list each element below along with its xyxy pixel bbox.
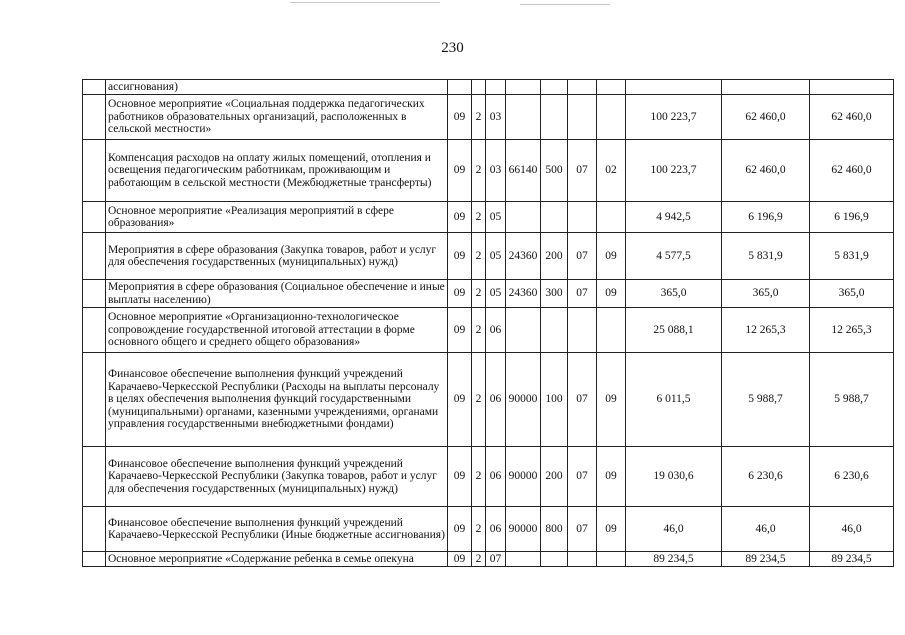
cell-y3: 12 265,3 — [810, 308, 894, 353]
table-row — [83, 140, 894, 202]
cell-vr — [541, 308, 568, 353]
row-index-cell — [83, 552, 106, 567]
cell-gp: 09 — [448, 140, 472, 202]
cell-gp: 09 — [448, 233, 472, 280]
cell-pr: 09 — [597, 447, 626, 507]
cell-vr — [541, 552, 568, 567]
cell-pp — [472, 80, 486, 95]
scan-artifact-line — [290, 2, 440, 3]
cell-y1: 4 942,5 — [626, 202, 722, 233]
budget-table — [82, 79, 894, 567]
cell-gp: 09 — [448, 280, 472, 308]
row-index-cell — [83, 308, 106, 353]
row-name-cell: Мероприятия в сфере образования (Закупка товаров, работ и услуг для обеспечения государственных (муниципальных) нужд) — [106, 233, 448, 280]
row-name-cell: Основное мероприятие «Содержание ребенка в семье опекуна — [106, 552, 448, 567]
cell-gp: 09 — [448, 552, 472, 567]
cell-om: 05 — [486, 280, 506, 308]
cell-dir — [506, 308, 541, 353]
cell-vr — [541, 80, 568, 95]
cell-om: 03 — [486, 140, 506, 202]
row-index-cell — [83, 95, 106, 140]
cell-rz: 07 — [568, 447, 597, 507]
cell-gp: 09 — [448, 202, 472, 233]
cell-rz: 07 — [568, 233, 597, 280]
cell-pp: 2 — [472, 202, 486, 233]
page-number: 230 — [441, 40, 464, 56]
cell-y3: 62 460,0 — [810, 140, 894, 202]
cell-dir — [506, 202, 541, 233]
cell-pp: 2 — [472, 552, 486, 567]
cell-om: 05 — [486, 202, 506, 233]
row-name-cell: Основное мероприятие «Реализация мероприятий в сфере образования» — [106, 202, 448, 233]
cell-rz: 07 — [568, 353, 597, 447]
row-name-cell: Мероприятия в сфере образования (Социальное обеспечение и иные выплаты населению) — [106, 280, 448, 308]
scan-artifact-line — [520, 4, 610, 5]
cell-om: 06 — [486, 447, 506, 507]
cell-pr: 09 — [597, 233, 626, 280]
row-index-cell — [83, 202, 106, 233]
cell-dir — [506, 95, 541, 140]
cell-y2: 5 831,9 — [722, 233, 810, 280]
row-name-cell: Финансовое обеспечение выполнения функций учреждений Карачаево-Черкесской Республики (Иные бюджетные ассигнования) — [106, 507, 448, 552]
cell-om: 06 — [486, 353, 506, 447]
cell-y3: 6 230,6 — [810, 447, 894, 507]
row-index-cell — [83, 507, 106, 552]
cell-vr: 500 — [541, 140, 568, 202]
cell-pr: 09 — [597, 507, 626, 552]
cell-gp: 09 — [448, 95, 472, 140]
cell-pp: 2 — [472, 233, 486, 280]
cell-y3: 5 831,9 — [810, 233, 894, 280]
cell-pr: 02 — [597, 140, 626, 202]
table-row — [83, 552, 894, 567]
table-row — [83, 447, 894, 507]
cell-dir: 24360 — [506, 233, 541, 280]
cell-rz — [568, 95, 597, 140]
table-row — [83, 308, 894, 353]
cell-y3: 365,0 — [810, 280, 894, 308]
cell-om: 05 — [486, 233, 506, 280]
table-row — [83, 507, 894, 552]
row-name-cell: Основное мероприятие «Социальная поддержка педагогических работников образовательных организаций, расположенных в сельской местности» — [106, 95, 448, 140]
cell-pr: 09 — [597, 280, 626, 308]
cell-dir — [506, 552, 541, 567]
row-name-cell: ассигнования) — [106, 80, 448, 95]
row-name-cell: Основное мероприятие «Организационно-технологическое сопровождение государственной итоговой аттестации в форме основного общего и среднего общего образования» — [106, 308, 448, 353]
cell-gp: 09 — [448, 308, 472, 353]
cell-y2 — [722, 80, 810, 95]
cell-pr: 09 — [597, 353, 626, 447]
cell-y2: 365,0 — [722, 280, 810, 308]
cell-pr — [597, 95, 626, 140]
cell-y1: 4 577,5 — [626, 233, 722, 280]
cell-om — [486, 80, 506, 95]
row-index-cell — [83, 80, 106, 95]
cell-vr — [541, 202, 568, 233]
cell-pp: 2 — [472, 353, 486, 447]
cell-vr: 300 — [541, 280, 568, 308]
cell-y2: 46,0 — [722, 507, 810, 552]
row-index-cell — [83, 140, 106, 202]
cell-y1: 100 223,7 — [626, 95, 722, 140]
cell-vr: 200 — [541, 447, 568, 507]
cell-rz — [568, 552, 597, 567]
cell-rz: 07 — [568, 140, 597, 202]
cell-y2: 62 460,0 — [722, 140, 810, 202]
row-name-cell: Компенсация расходов на оплату жилых помещений, отопления и освещения педагогическим работникам, проживающим и работающим в сельской местности (Межбюджетные трансферты) — [106, 140, 448, 202]
cell-y1: 25 088,1 — [626, 308, 722, 353]
cell-dir: 24360 — [506, 280, 541, 308]
cell-y1: 100 223,7 — [626, 140, 722, 202]
cell-om: 03 — [486, 95, 506, 140]
cell-dir: 66140 — [506, 140, 541, 202]
cell-dir — [506, 80, 541, 95]
cell-y3: 6 196,9 — [810, 202, 894, 233]
cell-y3: 62 460,0 — [810, 95, 894, 140]
cell-y2: 5 988,7 — [722, 353, 810, 447]
cell-pp: 2 — [472, 447, 486, 507]
cell-y2: 6 196,9 — [722, 202, 810, 233]
cell-y3: 89 234,5 — [810, 552, 894, 567]
cell-gp — [448, 80, 472, 95]
row-index-cell — [83, 233, 106, 280]
cell-vr: 200 — [541, 233, 568, 280]
cell-pr — [597, 552, 626, 567]
row-index-cell — [83, 353, 106, 447]
table-row — [83, 95, 894, 140]
cell-y2: 62 460,0 — [722, 95, 810, 140]
row-name-cell: Финансовое обеспечение выполнения функций учреждений Карачаево-Черкесской Республики (Расходы на выплаты персоналу в целях обеспечения выполнения функций государственными (муниципальными) органами, казенными учреждениями, органами управления государственными внебюджетными фондами) — [106, 353, 448, 447]
cell-om: 06 — [486, 308, 506, 353]
cell-om: 07 — [486, 552, 506, 567]
cell-gp: 09 — [448, 353, 472, 447]
table-row — [83, 80, 894, 95]
cell-y1: 19 030,6 — [626, 447, 722, 507]
cell-dir: 90000 — [506, 507, 541, 552]
table-row — [83, 233, 894, 280]
cell-y2: 89 234,5 — [722, 552, 810, 567]
cell-dir: 90000 — [506, 353, 541, 447]
cell-rz: 07 — [568, 507, 597, 552]
cell-y2: 12 265,3 — [722, 308, 810, 353]
table-row — [83, 353, 894, 447]
cell-rz: 07 — [568, 280, 597, 308]
row-index-cell — [83, 280, 106, 308]
cell-pr — [597, 80, 626, 95]
cell-y1: 6 011,5 — [626, 353, 722, 447]
cell-vr: 800 — [541, 507, 568, 552]
table-row — [83, 280, 894, 308]
cell-y1 — [626, 80, 722, 95]
cell-rz — [568, 80, 597, 95]
cell-vr: 100 — [541, 353, 568, 447]
cell-y3: 5 988,7 — [810, 353, 894, 447]
cell-pr — [597, 308, 626, 353]
cell-pp: 2 — [472, 95, 486, 140]
row-name-cell: Финансовое обеспечение выполнения функций учреждений Карачаево-Черкесской Республики (Закупка товаров, работ и услуг для обеспечения государственных (муниципальных) нужд) — [106, 447, 448, 507]
cell-y3: 46,0 — [810, 507, 894, 552]
cell-gp: 09 — [448, 447, 472, 507]
table-row — [83, 202, 894, 233]
cell-rz — [568, 308, 597, 353]
cell-pp: 2 — [472, 507, 486, 552]
cell-om: 06 — [486, 507, 506, 552]
row-index-cell — [83, 447, 106, 507]
cell-y1: 89 234,5 — [626, 552, 722, 567]
cell-rz — [568, 202, 597, 233]
cell-y1: 46,0 — [626, 507, 722, 552]
cell-pr — [597, 202, 626, 233]
cell-y3 — [810, 80, 894, 95]
cell-dir: 90000 — [506, 447, 541, 507]
cell-y2: 6 230,6 — [722, 447, 810, 507]
cell-y1: 365,0 — [626, 280, 722, 308]
cell-gp: 09 — [448, 507, 472, 552]
cell-pp: 2 — [472, 140, 486, 202]
cell-pp: 2 — [472, 280, 486, 308]
cell-pp: 2 — [472, 308, 486, 353]
cell-vr — [541, 95, 568, 140]
